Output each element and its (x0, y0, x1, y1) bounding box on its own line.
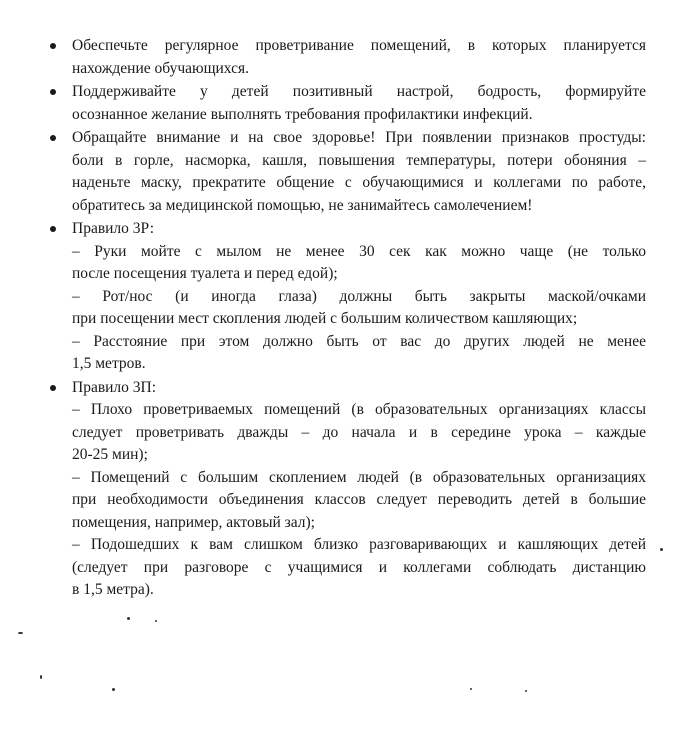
text-line: при посещении мест скопления людей с большим количеством кашляющих; (72, 310, 578, 327)
text-line: (следует при разговоре с учащимися и коллегами соблюдать дистанцию (72, 558, 646, 576)
bullet-icon (50, 43, 56, 49)
text-line: обратитесь за медицинской помощью, не занимайтесь самолечением! (72, 196, 533, 214)
text-line: – Плохо проветриваемых помещений (в образовательных организациях классы (72, 401, 646, 418)
text-line: при необходимости объединения классов следует переводить детей в большие (72, 491, 646, 508)
text-line: в 1,5 метра). (72, 581, 154, 598)
scan-speck (40, 675, 42, 679)
text-line: – Руки мойте с мылом не менее 30 сек как можно чаще (не только (72, 242, 646, 260)
list-item (48, 127, 646, 217)
list-item (48, 35, 646, 80)
text-line: – Расстояние при этом должно быть от вас до других людей не менее (72, 332, 646, 350)
list-item (48, 218, 646, 376)
text-line: Обеспечьте регулярное проветривание помещений, в которых планируется (72, 37, 646, 54)
text-line: нахождение обучающихся. (72, 59, 249, 77)
text-line: – Рот/нос (и иногда глаза) должны быть закрыты маской/очками (72, 287, 646, 305)
scan-speck (155, 620, 157, 622)
rule-heading: Правило 3Р: (72, 220, 155, 237)
scan-speck (18, 632, 23, 634)
bullet-icon (50, 89, 56, 95)
text-line: Поддерживайте у детей позитивный настрой, бодрость, формируйте (72, 83, 646, 100)
scan-speck (660, 548, 663, 551)
text-line: 20-25 мин); (72, 446, 148, 463)
bullet-icon (50, 135, 56, 141)
list-item (48, 81, 646, 126)
bullet-list (48, 35, 646, 603)
scan-speck (525, 690, 527, 692)
text-line: 1,5 метров. (72, 355, 146, 372)
text-line: осознанное желание выполнять требования профилактики инфекций. (72, 105, 533, 123)
text-line: помещения, например, актовый зал); (72, 513, 315, 531)
scan-speck (470, 688, 472, 690)
text-line: после посещения туалета и перед едой); (72, 265, 338, 282)
text-line: следует проветривать дважды – до начала и в середине урока – каждые (72, 423, 646, 441)
text-line: наденьте маску, прекратите общение с обучающимися и коллегами по работе, (72, 174, 646, 191)
bullet-icon (50, 226, 56, 232)
text-line: – Помещений с большим скоплением людей (в образовательных организациях (72, 468, 646, 486)
rule-heading: Правило 3П: (72, 378, 157, 396)
list-item (48, 377, 646, 602)
scan-speck (127, 617, 130, 620)
text-line: – Подошедших к вам слишком близко разговаривающих и кашляющих детей (72, 536, 646, 553)
text-line: Обращайте внимание и на свое здоровье! При появлении признаков простуды: (72, 129, 646, 146)
text-line: боли в горле, насморка, кашля, повышения температуры, потери обоняния – (72, 151, 646, 169)
scan-speck (112, 688, 115, 691)
bullet-icon (50, 385, 56, 391)
